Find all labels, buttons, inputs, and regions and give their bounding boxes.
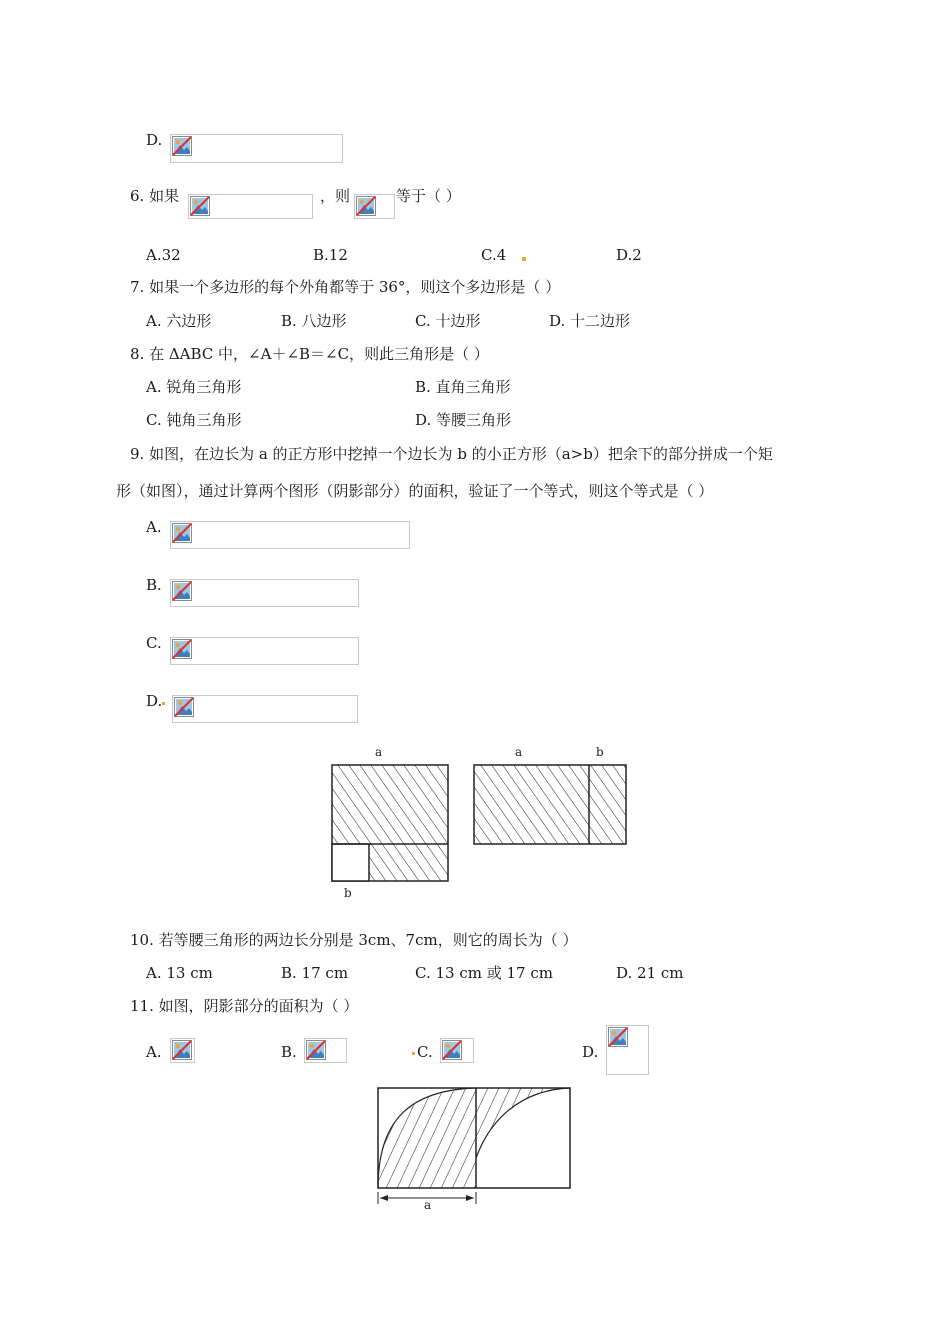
q8-stem: 8. 在 ΔABC 中，∠A＋∠B＝∠C，则此三角形是（ ） <box>130 345 489 363</box>
q9-option-c-image <box>170 637 359 665</box>
q9-right-label-a: a <box>515 745 523 759</box>
q6-stem-suffix: 等于（ ） <box>396 187 461 205</box>
q7-option-d: D. 十二边形 <box>549 312 631 330</box>
decorative-dot <box>162 702 165 705</box>
q9-option-a-label: A. <box>146 518 162 536</box>
q11-figure <box>370 1080 580 1212</box>
q8-option-c: C. 钝角三角形 <box>146 411 242 429</box>
broken-image-icon <box>172 1040 192 1060</box>
q9-option-b-label: B. <box>146 576 162 594</box>
q11-option-a-image <box>170 1038 195 1063</box>
q10-stem: 10. 若等腰三角形的两边长分别是 3cm、7cm，则它的周长为（ ） <box>130 931 578 949</box>
broken-image-icon <box>172 523 192 543</box>
q8-option-a: A. 锐角三角形 <box>146 378 242 396</box>
q11-stem: 11. 如图，阴影部分的面积为（ ） <box>130 997 359 1015</box>
broken-image-icon <box>356 196 376 216</box>
q6-option-c: C.4 <box>481 246 507 264</box>
q9-rectangle-shaded <box>474 765 626 844</box>
q9-option-b-image <box>170 579 359 607</box>
q9-figure <box>320 740 640 905</box>
q6-option-d: D.2 <box>616 246 642 264</box>
q9-small-square-removed <box>332 844 369 881</box>
decorative-dot <box>412 1052 415 1055</box>
q9-left-label-b: b <box>344 886 352 900</box>
q11-shaded-right <box>476 1088 570 1158</box>
q9-option-c-label: C. <box>146 634 162 652</box>
q9-stem-line1: 9. 如图，在边长为 a 的正方形中挖掉一个边长为 b 的小正方形（a>b）把余下的部分拼成一个矩 <box>130 445 773 463</box>
q7-stem: 7. 如果一个多边形的每个外角都等于 36°，则这个多边形是（ ） <box>130 278 561 296</box>
q11-option-c-label: C. <box>417 1043 433 1061</box>
q5-option-d-image <box>170 134 343 163</box>
q9-left-label-a: a <box>375 745 383 759</box>
q11-shaded-left <box>378 1088 476 1188</box>
q9-option-a-image <box>170 521 410 549</box>
q8-option-d: D. 等腰三角形 <box>415 411 512 429</box>
broken-image-icon <box>172 639 192 659</box>
q11-option-b-label: B. <box>281 1043 297 1061</box>
q8-option-b: B. 直角三角形 <box>415 378 511 396</box>
q10-option-c: C. 13 cm 或 17 cm <box>415 964 553 982</box>
broken-image-icon <box>174 697 194 717</box>
q10-option-b: B. 17 cm <box>281 964 349 982</box>
broken-image-icon <box>172 581 192 601</box>
q7-option-c: C. 十边形 <box>415 312 481 330</box>
broken-image-icon <box>172 136 192 156</box>
q10-option-d: D. 21 cm <box>616 964 684 982</box>
q6-stem-prefix: 6. 如果 <box>130 187 180 205</box>
q9-option-d-label: D. <box>146 692 163 710</box>
broken-image-icon <box>306 1040 326 1060</box>
q11-option-b-image <box>304 1038 347 1063</box>
broken-image-icon <box>190 196 210 216</box>
q7-option-a: A. 六边形 <box>146 312 212 330</box>
q11-option-a-label: A. <box>146 1043 162 1061</box>
q7-option-b: B. 八边形 <box>281 312 347 330</box>
q11-option-d-image <box>606 1025 649 1075</box>
q6-option-a: A.32 <box>146 246 181 264</box>
broken-image-icon <box>442 1040 462 1060</box>
q10-option-a: A. 13 cm <box>146 964 213 982</box>
q9-option-d-image <box>172 695 358 723</box>
decorative-dot <box>522 257 526 261</box>
q6-stem-middle: ，则 <box>320 187 351 205</box>
q9-right-label-b: b <box>596 745 604 759</box>
q11-option-c-image <box>440 1038 474 1063</box>
q11-label-a: a <box>424 1198 432 1212</box>
q6-option-b: B.12 <box>313 246 348 264</box>
q11-option-d-label: D. <box>582 1043 599 1061</box>
q6-formula-image-1 <box>188 194 313 219</box>
q9-stem-line2: 形（如图），通过计算两个图形（阴影部分）的面积，验证了一个等式，则这个等式是（ ） <box>116 482 714 500</box>
q5-option-d-label: D. <box>146 131 163 149</box>
broken-image-icon <box>608 1027 628 1047</box>
q6-formula-image-2 <box>354 194 395 219</box>
